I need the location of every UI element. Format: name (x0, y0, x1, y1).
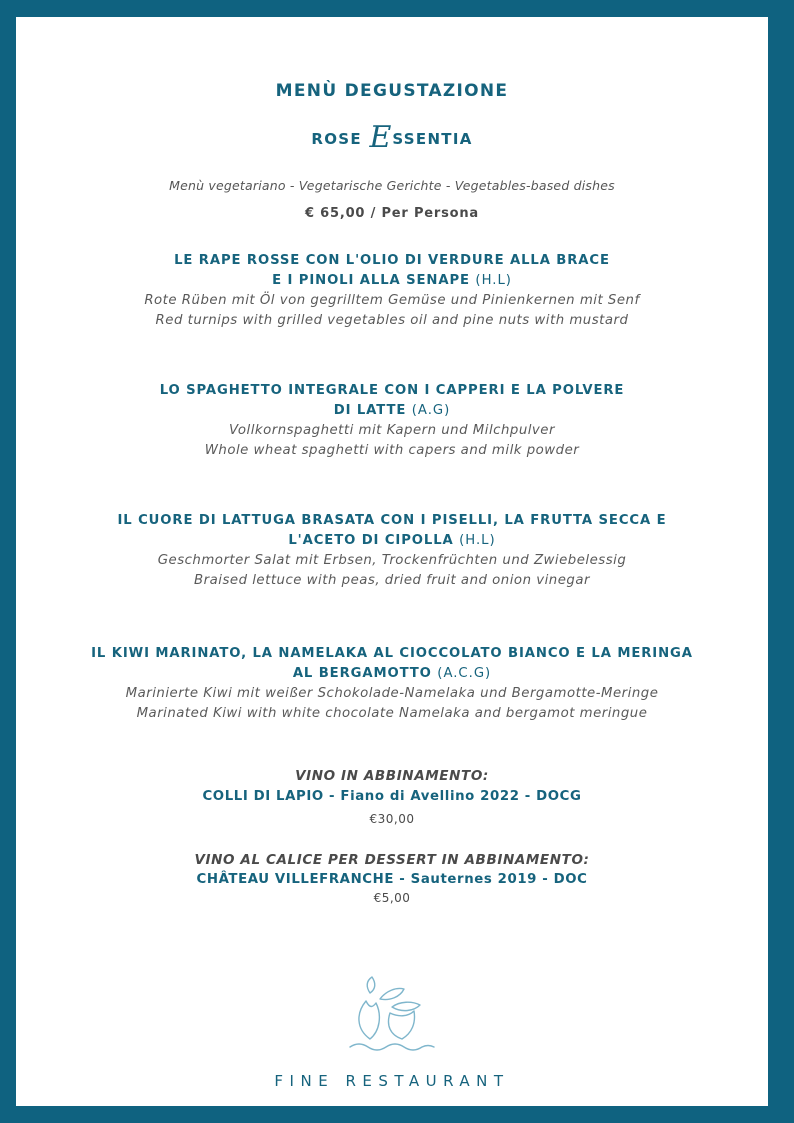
dish-title-line2: E I PINOLI ALLA SENAPE (H.L) (272, 273, 512, 288)
brand-rest: SSENTIA (392, 130, 473, 148)
brand-prefix: ROSE (311, 130, 362, 148)
rose-logo-icon (346, 973, 438, 1061)
dessert-wine-price: €5,00 (373, 891, 411, 905)
dish-german: Rote Rüben mit Öl von gegrilltem Gemüse und Pinienkernen mit Senf (144, 293, 640, 308)
wine-pairing-label: VINO IN ABBINAMENTO: (295, 768, 489, 784)
footer-text: FINE RESTAURANT (274, 1072, 510, 1090)
dessert-wine-label: VINO AL CALICE PER DESSERT IN ABBINAMENTO: (194, 852, 590, 868)
dessert-wine-name: CHÂTEAU VILLEFRANCHE - Sauternes 2019 - DOC (196, 872, 588, 887)
dish-title-line1: LE RAPE ROSSE CON L'OLIO DI VERDURE ALLA BRACE (174, 253, 610, 268)
brand-initial: E (369, 120, 392, 155)
dish-german: Marinierte Kiwi mit weißer Schokolade-Namelaka und Bergamotte-Meringe (125, 686, 659, 701)
wine-pairing-price: €30,00 (369, 812, 415, 826)
dish-allergens: (A.G) (411, 403, 451, 418)
menu-title: MENÙ DEGUSTAZIONE (275, 81, 509, 101)
dish-allergens: (H.L) (475, 273, 512, 288)
dish-english: Braised lettuce with peas, dried fruit and onion vinegar (194, 573, 590, 588)
dish-title-line2: DI LATTE (A.G) (333, 403, 451, 418)
dish-english: Marinated Kiwi with white chocolate Namelaka and bergamot meringue (136, 706, 648, 721)
dish-title-line2: AL BERGAMOTTO (A.C.G) (292, 666, 492, 681)
dish-title-line1: LO SPAGHETTO INTEGRALE CON I CAPPERI E LA POLVERE (159, 383, 625, 398)
dish-title-line2: L'ACETO DI CIPOLLA (H.L) (288, 533, 496, 548)
dish-allergens: (H.L) (459, 533, 496, 548)
dish-title-line1: IL KIWI MARINATO, LA NAMELAKA AL CIOCCOLATO BIANCO E LA MERINGA (91, 646, 693, 661)
dish-item (16, 511, 768, 591)
dish-german: Geschmorter Salat mit Erbsen, Trockenfrüchten und Zwiebelessig (157, 553, 627, 568)
dish-item (16, 381, 768, 461)
dish-allergens: (A.C.G) (437, 666, 492, 681)
menu-price: € 65,00 / Per Persona (304, 206, 480, 221)
menu-intro: Menù vegetariano - Vegetarische Gerichte - Vegetables-based dishes (169, 178, 615, 193)
brand-name (16, 117, 768, 155)
dish-item (16, 251, 768, 331)
wine-pairing-name: COLLI DI LAPIO - Fiano di Avellino 2022 - DOCG (202, 789, 582, 804)
dish-english: Red turnips with grilled vegetables oil and pine nuts with mustard (155, 313, 629, 328)
dish-german: Vollkornspaghetti mit Kapern und Milchpulver (229, 423, 555, 438)
dish-title-line1: IL CUORE DI LATTUGA BRASATA CON I PISELLI, LA FRUTTA SECCA E (117, 513, 667, 528)
menu-page (16, 17, 768, 1106)
dish-english: Whole wheat spaghetti with capers and milk powder (204, 443, 580, 458)
dish-item (16, 644, 768, 724)
